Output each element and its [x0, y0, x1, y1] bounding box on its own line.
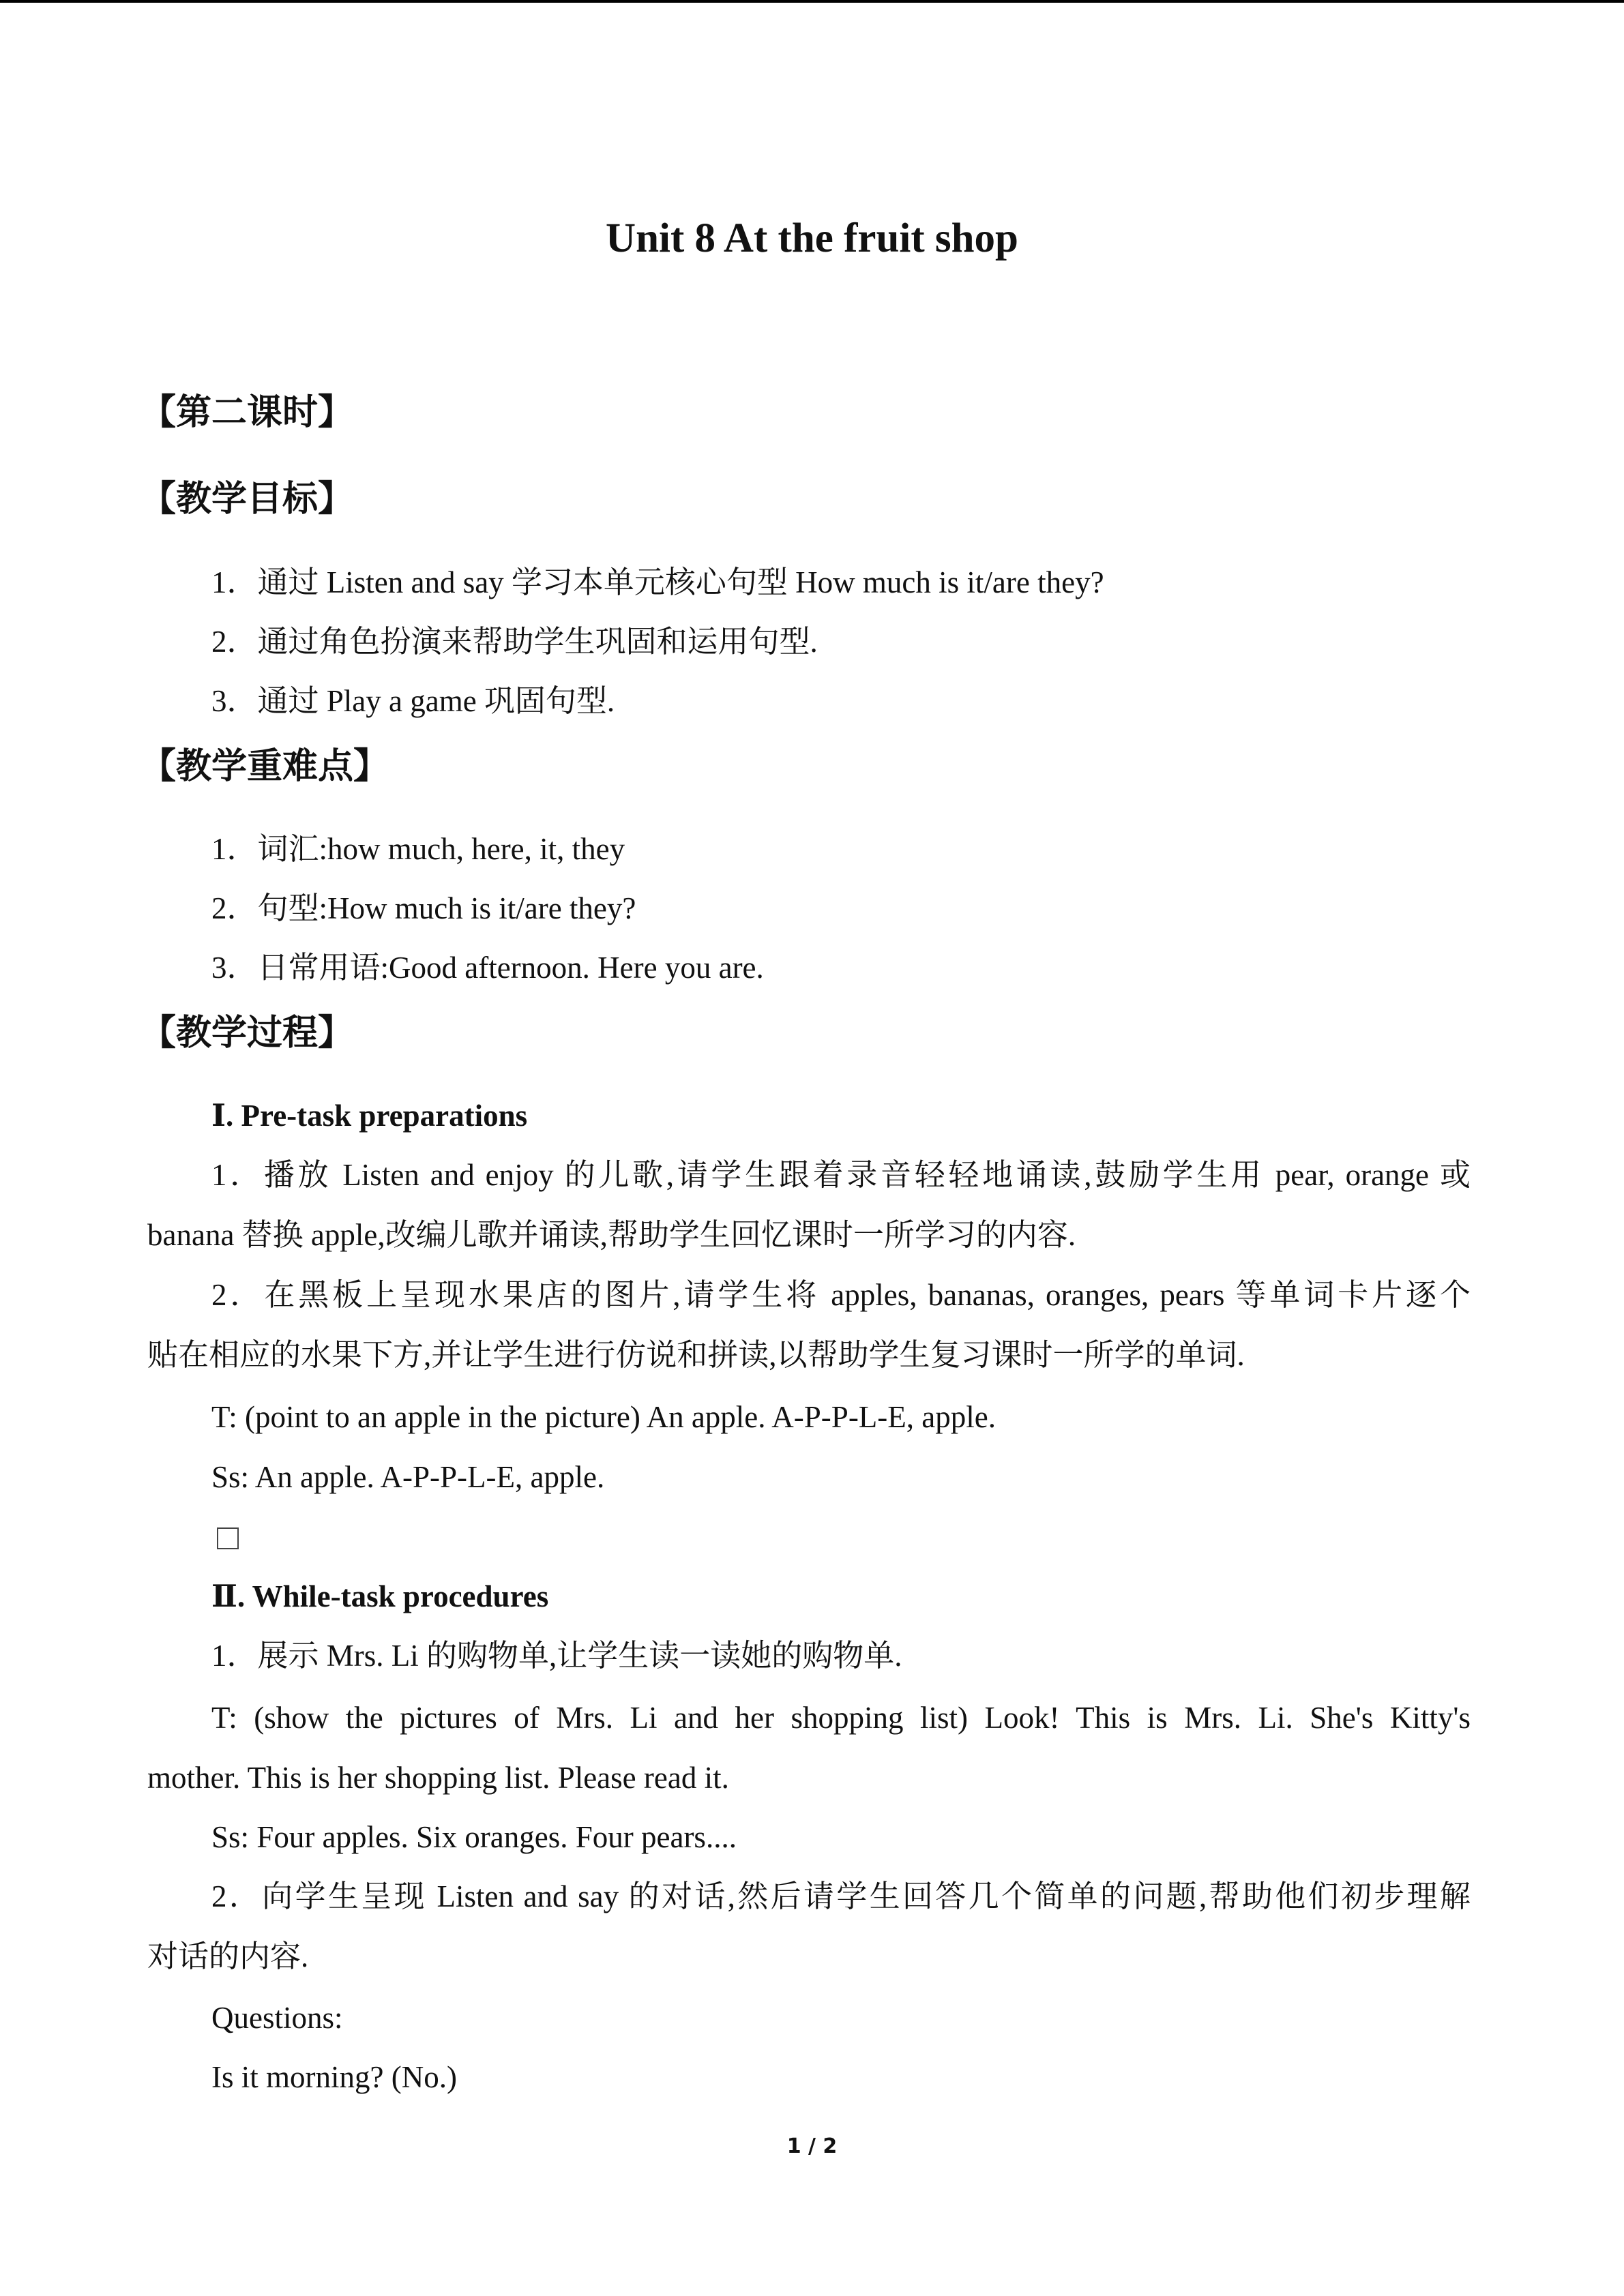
process-heading: 【教学过程】 [141, 1013, 354, 1054]
part1-heading: Ⅰ. Pre-task preparations [211, 1099, 528, 1133]
part2-heading: Ⅱ. While-task procedures [211, 1579, 549, 1613]
questions-label: Questions: [211, 2001, 343, 2035]
objective-item-1: 1．通过 Listen and say 学习本单元核心句型 How much is it/are they? [211, 565, 1104, 599]
part1-step2-line1: 2．在黑板上呈现水果店的图片,请学生将 apples, bananas, oranges, pears 等单词卡片逐个 [211, 1278, 1471, 1312]
lesson-label-heading: 【第二课时】 [141, 392, 354, 433]
key-point-item-2: 2．句型:How much is it/are they? [211, 891, 636, 925]
part1-teacher-dialog: T: (point to an apple in the picture) An apple. A-P-P-L-E, apple. [211, 1400, 996, 1434]
part2-students-dialog: Ss: Four apples. Six oranges. Four pears.... [211, 1820, 737, 1854]
part1-students-dialog: Ss: An apple. A-P-P-L-E, apple. [211, 1460, 605, 1494]
document-title: Unit 8 At the fruit shop [606, 215, 1018, 261]
key-points-heading: 【教学重难点】 [141, 746, 389, 787]
key-point-item-3: 3．日常用语:Good afternoon. Here you are. [211, 951, 764, 985]
objective-item-3: 3．通过 Play a game 巩固句型. [211, 684, 615, 718]
page-number-footer: 1 / 2 [786, 2134, 838, 2158]
part2-step1: 1．展示 Mrs. Li 的购物单,让学生读一读她的购物单. [211, 1639, 902, 1673]
objectives-heading: 【教学目标】 [141, 479, 354, 520]
part1-step1-line2: banana 替换 apple,改编儿歌并诵读,帮助学生回忆课时一所学习的内容. [147, 1218, 1076, 1252]
part2-teacher-dialog-line1: T: (show the pictures of Mrs. Li and her shopping list) Look! This is Mrs. Li. She's Kitty's [211, 1701, 1471, 1735]
part2-teacher-dialog-line2: mother. This is her shopping list. Please read it. [147, 1761, 729, 1795]
part1-step2-line2: 贴在相应的水果下方,并让学生进行仿说和拼读,以帮助学生复习课时一所学的单词. [147, 1338, 1245, 1372]
part2-step2-line2: 对话的内容. [147, 1939, 309, 1973]
question-item-1: Is it morning? (No.) [211, 2060, 457, 2094]
checkbox-placeholder [217, 1527, 239, 1549]
part1-step1-line1: 1．播放 Listen and enjoy 的儿歌,请学生跟着录音轻轻地诵读,鼓励学生用 pear, orange 或 [211, 1158, 1471, 1192]
objective-item-2: 2．通过角色扮演来帮助学生巩固和运用句型. [211, 625, 818, 659]
key-point-item-1: 1．词汇:how much, here, it, they [211, 832, 625, 866]
part2-step2-line1: 2．向学生呈现 Listen and say 的对话,然后请学生回答几个简单的问题,帮助他们初步理解 [211, 1879, 1471, 1913]
